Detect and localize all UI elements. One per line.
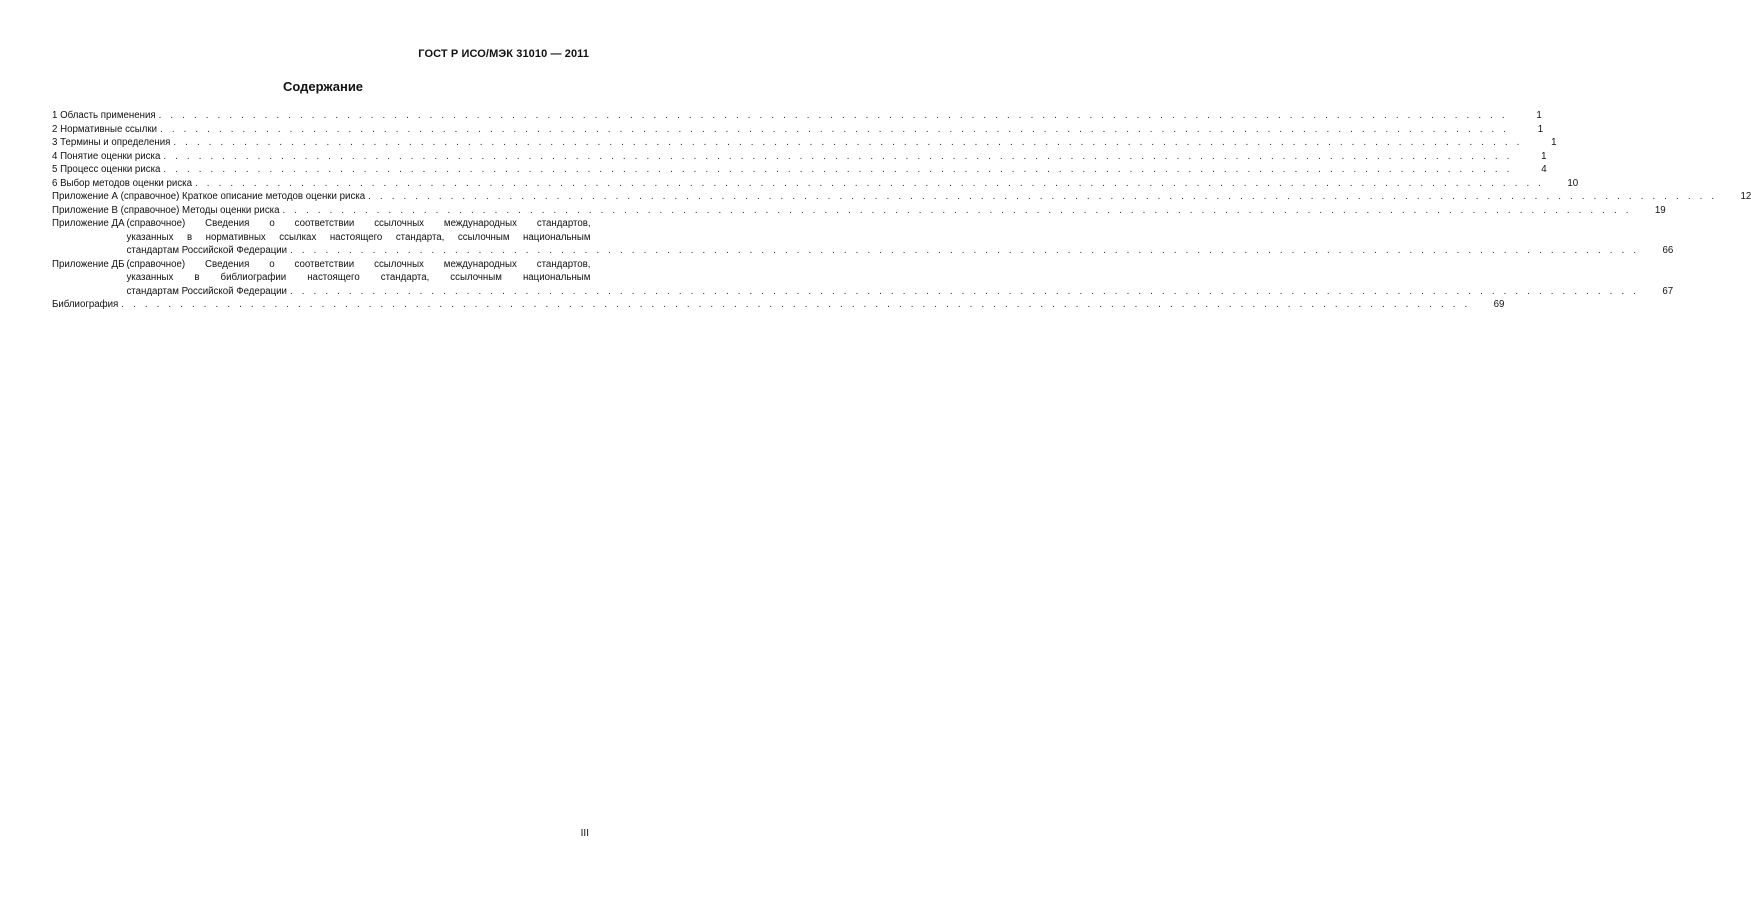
page-number: III bbox=[580, 828, 589, 839]
toc-entry-label: 2 Нормативные ссылки bbox=[52, 123, 158, 135]
toc-leader-dots bbox=[290, 285, 1639, 299]
toc-leader-dots bbox=[368, 190, 1717, 204]
toc-entry-label: 1 Область применения bbox=[52, 110, 156, 121]
toc-leader-dots bbox=[290, 244, 1639, 258]
toc-entry[interactable] bbox=[52, 109, 1542, 123]
toc-entry-label: 3 Термины и определения bbox=[52, 137, 171, 148]
toc-entry-label: Библиография bbox=[52, 299, 119, 310]
toc-entry-bibliography[interactable] bbox=[52, 298, 1505, 312]
toc-leader-dots bbox=[195, 177, 1544, 191]
toc-entry-lastline bbox=[126, 285, 1673, 299]
page-title: Содержание bbox=[282, 79, 364, 94]
toc-leader-dots bbox=[163, 163, 1512, 177]
toc-entry-body bbox=[127, 217, 1674, 258]
document-code: ГОСТ Р ИСО/МЭК 31010 — 2011 bbox=[418, 48, 589, 60]
toc-entry-label: 6 Выбор методов оценки риска bbox=[52, 177, 193, 189]
toc-entry[interactable] bbox=[52, 204, 1666, 218]
toc-entry-page: 1 bbox=[1537, 123, 1544, 135]
toc-entry-page: 69 bbox=[1493, 299, 1505, 310]
table-of-contents bbox=[52, 109, 1751, 312]
toc-entry-page: 1 bbox=[1551, 137, 1557, 148]
toc-entry-page: 1 bbox=[1536, 110, 1542, 121]
toc-entry-page: 67 bbox=[1662, 285, 1674, 297]
toc-entry-line: (справочное) Сведения о соответствии ссылочных международных стандартов, bbox=[126, 258, 591, 270]
toc-entry-line: стандартам Российской Федерации bbox=[126, 285, 287, 297]
toc-entry-line: указанных в нормативных ссылках настоящего стандарта, ссылочным национальным bbox=[126, 231, 591, 243]
toc-entry[interactable] bbox=[52, 163, 1547, 177]
toc-entry-prefix: Приложение ДА bbox=[52, 218, 125, 229]
toc-leader-dots bbox=[159, 109, 1508, 123]
toc-entry-line: стандартам Российской Федерации bbox=[126, 245, 288, 256]
toc-entry-body bbox=[126, 258, 1673, 299]
toc-entry-page: 1 bbox=[1541, 150, 1547, 162]
toc-entry-page: 10 bbox=[1567, 177, 1579, 189]
toc-entry-label: Приложение А (справочное) Краткое описание методов оценки риска bbox=[52, 191, 366, 202]
toc-entry-prefix: Приложение ДБ bbox=[52, 258, 125, 270]
toc-entry[interactable] bbox=[52, 123, 1544, 137]
toc-entry[interactable] bbox=[52, 150, 1547, 164]
toc-entry-label: 4 Понятие оценки риска bbox=[52, 150, 161, 162]
toc-entry-page: 4 bbox=[1541, 164, 1547, 175]
toc-entry[interactable] bbox=[52, 190, 1751, 204]
toc-entry-label: Приложение В (справочное) Методы оценки риска bbox=[52, 204, 280, 216]
toc-entry-annex-db[interactable] bbox=[52, 258, 1674, 299]
toc-entry-annex-da[interactable] bbox=[52, 217, 1674, 258]
toc-entry-label: 5 Процесс оценки риска bbox=[52, 164, 161, 175]
toc-entry-line: (справочное) Сведения о соответствии ссылочных международных стандартов, bbox=[126, 218, 591, 229]
toc-leader-dots bbox=[173, 136, 1522, 150]
toc-leader-dots bbox=[160, 123, 1509, 137]
toc-leader-dots bbox=[163, 150, 1512, 164]
toc-entry-page: 19 bbox=[1654, 204, 1666, 216]
toc-leader-dots bbox=[283, 204, 1632, 218]
toc-entry[interactable] bbox=[52, 136, 1557, 150]
toc-entry-lastline bbox=[127, 244, 1674, 258]
toc-entry-page: 12 bbox=[1740, 191, 1751, 202]
toc-entry-page: 66 bbox=[1662, 245, 1674, 256]
toc-leader-dots bbox=[121, 298, 1470, 312]
toc-entry-line: указанных в библиографии настоящего стандарта, ссылочным национальным bbox=[126, 272, 591, 283]
toc-entry[interactable] bbox=[52, 177, 1579, 191]
